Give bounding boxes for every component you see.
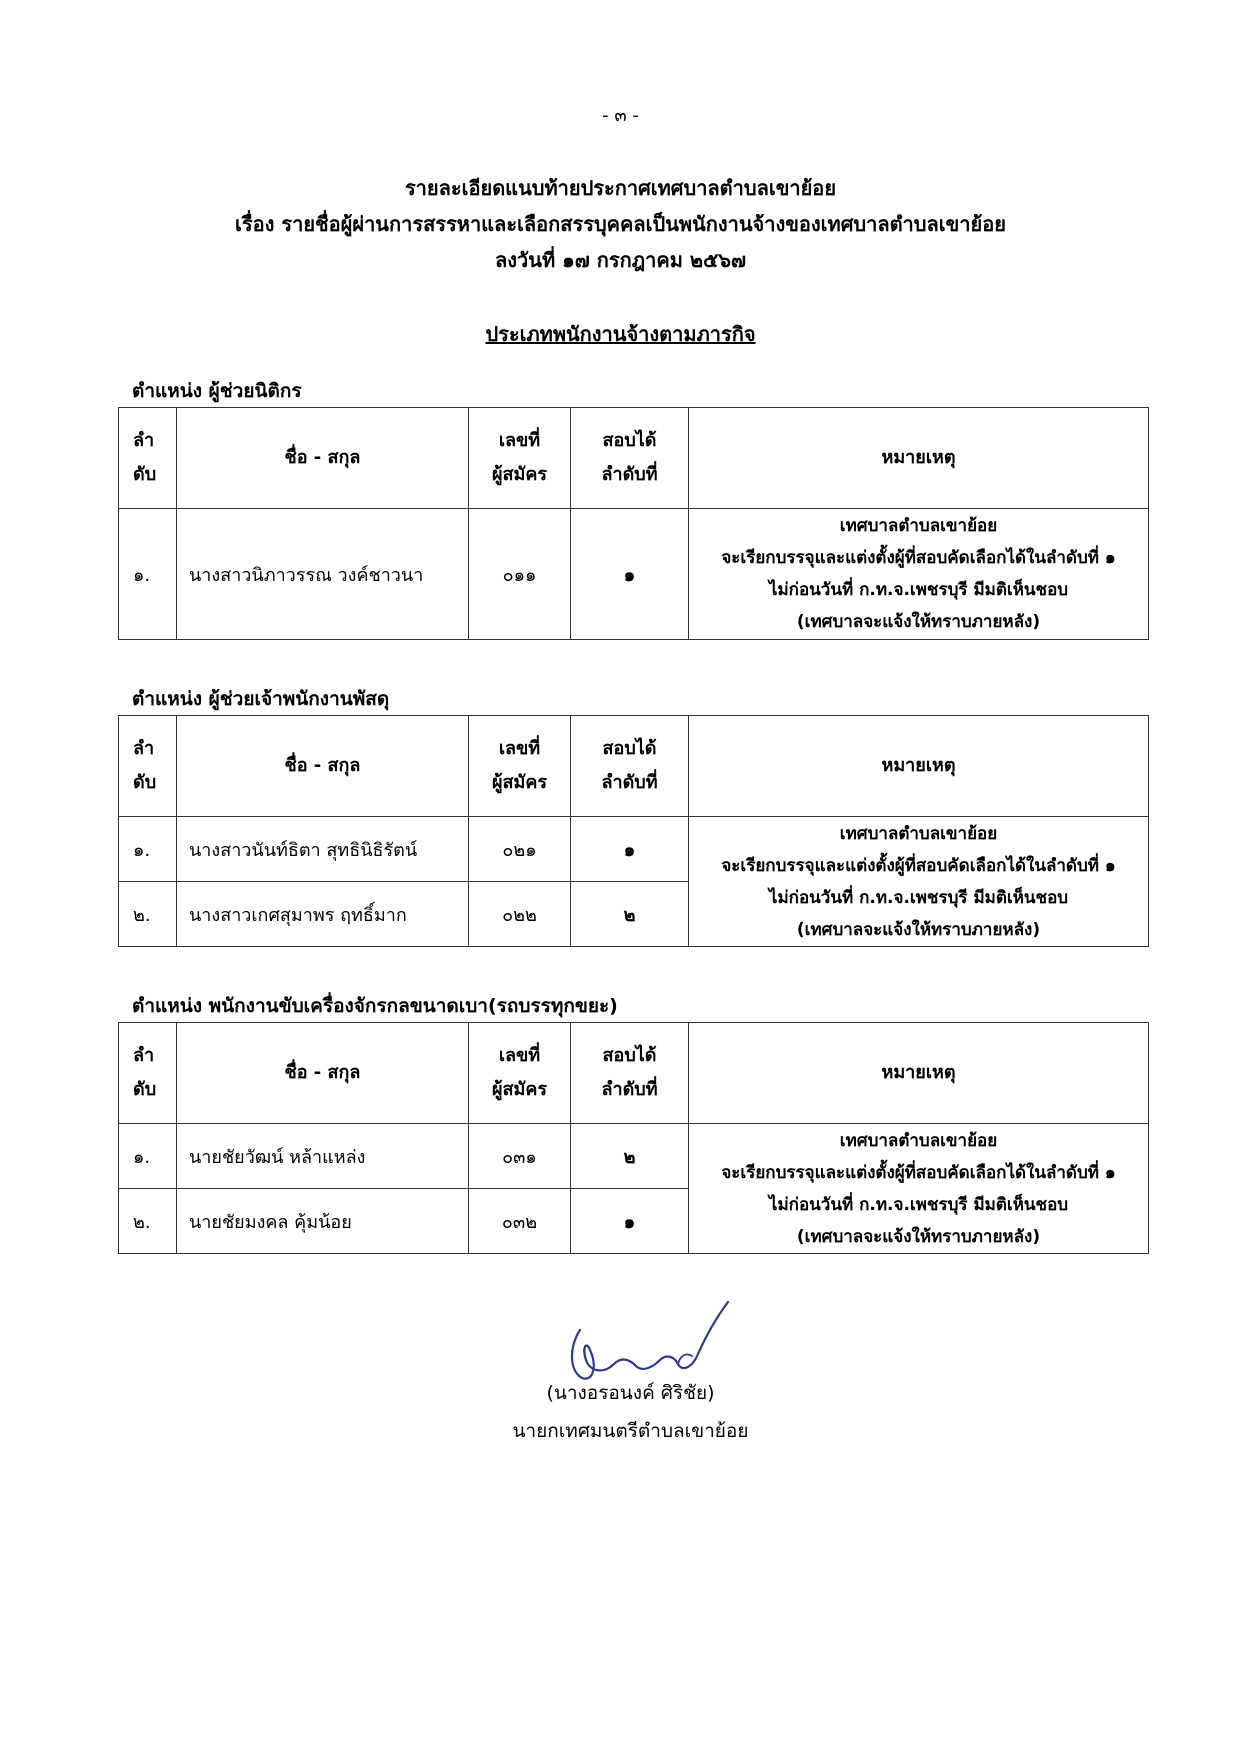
handwritten-signature <box>560 1290 740 1390</box>
row-number: ๒. <box>119 882 177 947</box>
signatory-title: นายกเทศมนตรีตำบลเขาย้อย <box>512 1420 749 1442</box>
row-number: ๒. <box>119 1189 177 1254</box>
column-header-applicant-no: เลขที่ ผู้สมัคร <box>469 716 571 817</box>
applicant-number: ๐๒๑ <box>469 817 571 882</box>
results-table <box>118 715 1149 947</box>
table-row <box>119 1124 1149 1189</box>
header-line-3: ลงวันที่ ๑๗ กรกฎาคม ๒๕๖๗ <box>495 248 746 272</box>
position-section-light-machinery-driver <box>118 990 1148 1254</box>
exam-rank: ๑ <box>571 817 689 882</box>
row-number: ๑. <box>119 509 177 640</box>
candidate-name: นางสาวนิภาวรรณ วงค์ชาวนา <box>177 509 469 640</box>
table-row <box>119 509 1149 640</box>
row-number: ๑. <box>119 817 177 882</box>
column-header-no: ลำ ดับ <box>119 716 177 817</box>
page-number: - ๓ - <box>602 105 639 126</box>
column-header-no: ลำ ดับ <box>119 408 177 509</box>
position-title: ตำแหน่ง ผู้ช่วยเจ้าพนักงานพัสดุ <box>132 688 390 710</box>
position-title: ตำแหน่ง พนักงานขับเครื่องจักรกลขนาดเบา(รถบรรทุกขยะ) <box>132 995 618 1017</box>
header-line-2: เรื่อง รายชื่อผู้ผ่านการสรรหาและเลือกสรรบุคคลเป็นพนักงานจ้างของเทศบาลตำบลเขาย้อย <box>235 212 1006 236</box>
row-number: ๑. <box>119 1124 177 1189</box>
column-header-remark: หมายเหตุ <box>689 1023 1149 1124</box>
applicant-number: ๐๓๑ <box>469 1124 571 1189</box>
header-line-1: รายละเอียดแนบท้ายประกาศเทศบาลตำบลเขาย้อย <box>404 176 837 200</box>
table-row <box>119 817 1149 882</box>
column-header-remark: หมายเหตุ <box>689 408 1149 509</box>
table-header-row <box>119 716 1149 817</box>
applicant-number: ๐๒๒ <box>469 882 571 947</box>
table-header-row <box>119 408 1149 509</box>
exam-rank: ๑ <box>571 1189 689 1254</box>
applicant-number: ๐๓๒ <box>469 1189 571 1254</box>
column-header-name: ชื่อ - สกุล <box>177 408 469 509</box>
results-table <box>118 1022 1149 1254</box>
remark-cell: เทศบาลตำบลเขาย้อย จะเรียกบรรจุและแต่งตั้งผู้ที่สอบคัดเลือกได้ในลำดับที่ ๑ ไม่ก่อนวันที่ ก.ท.จ.เพชรบุรี มีมติเห็นชอบ (เทศบาลจะแจ้งให้ทราบภายหลัง) <box>689 509 1149 640</box>
applicant-number: ๐๑๑ <box>469 509 571 640</box>
candidate-name: นางสาวเกศสุมาพร ฤทธิ์มาก <box>177 882 469 947</box>
position-section-supply-assistant <box>118 683 1148 947</box>
position-section-legal-assistant <box>118 375 1148 640</box>
column-header-name: ชื่อ - สกุล <box>177 716 469 817</box>
signatory-name: (นางอรอนงค์ ศิริชัย) <box>546 1382 715 1404</box>
remark-cell: เทศบาลตำบลเขาย้อย จะเรียกบรรจุและแต่งตั้งผู้ที่สอบคัดเลือกได้ในลำดับที่ ๑ ไม่ก่อนวันที่ ก.ท.จ.เพชรบุรี มีมติเห็นชอบ (เทศบาลจะแจ้งให้ทราบภายหลัง) <box>689 817 1149 947</box>
column-header-applicant-no: เลขที่ ผู้สมัคร <box>469 408 571 509</box>
column-header-no: ลำ ดับ <box>119 1023 177 1124</box>
column-header-rank: สอบได้ ลำดับที่ <box>571 408 689 509</box>
position-title: ตำแหน่ง ผู้ช่วยนิติกร <box>132 380 302 402</box>
candidate-name: นายชัยมงคล คุ้มน้อย <box>177 1189 469 1254</box>
column-header-rank: สอบได้ ลำดับที่ <box>571 1023 689 1124</box>
exam-rank: ๑ <box>571 509 689 640</box>
exam-rank: ๒ <box>571 882 689 947</box>
column-header-applicant-no: เลขที่ ผู้สมัคร <box>469 1023 571 1124</box>
document-header <box>0 170 1241 278</box>
candidate-name: นายชัยวัฒน์ หล้าแหล่ง <box>177 1124 469 1189</box>
candidate-name: นางสาวนันท์ธิตา สุทธินิธิรัตน์ <box>177 817 469 882</box>
column-header-name: ชื่อ - สกุล <box>177 1023 469 1124</box>
column-header-rank: สอบได้ ลำดับที่ <box>571 716 689 817</box>
remark-cell: เทศบาลตำบลเขาย้อย จะเรียกบรรจุและแต่งตั้งผู้ที่สอบคัดเลือกได้ในลำดับที่ ๑ ไม่ก่อนวันที่ ก.ท.จ.เพชรบุรี มีมติเห็นชอบ (เทศบาลจะแจ้งให้ทราบภายหลัง) <box>689 1124 1149 1254</box>
table-header-row <box>119 1023 1149 1124</box>
results-table <box>118 407 1149 640</box>
exam-rank: ๒ <box>571 1124 689 1189</box>
column-header-remark: หมายเหตุ <box>689 716 1149 817</box>
employee-category: ประเภทพนักงานจ้างตามภารกิจ <box>485 322 756 346</box>
